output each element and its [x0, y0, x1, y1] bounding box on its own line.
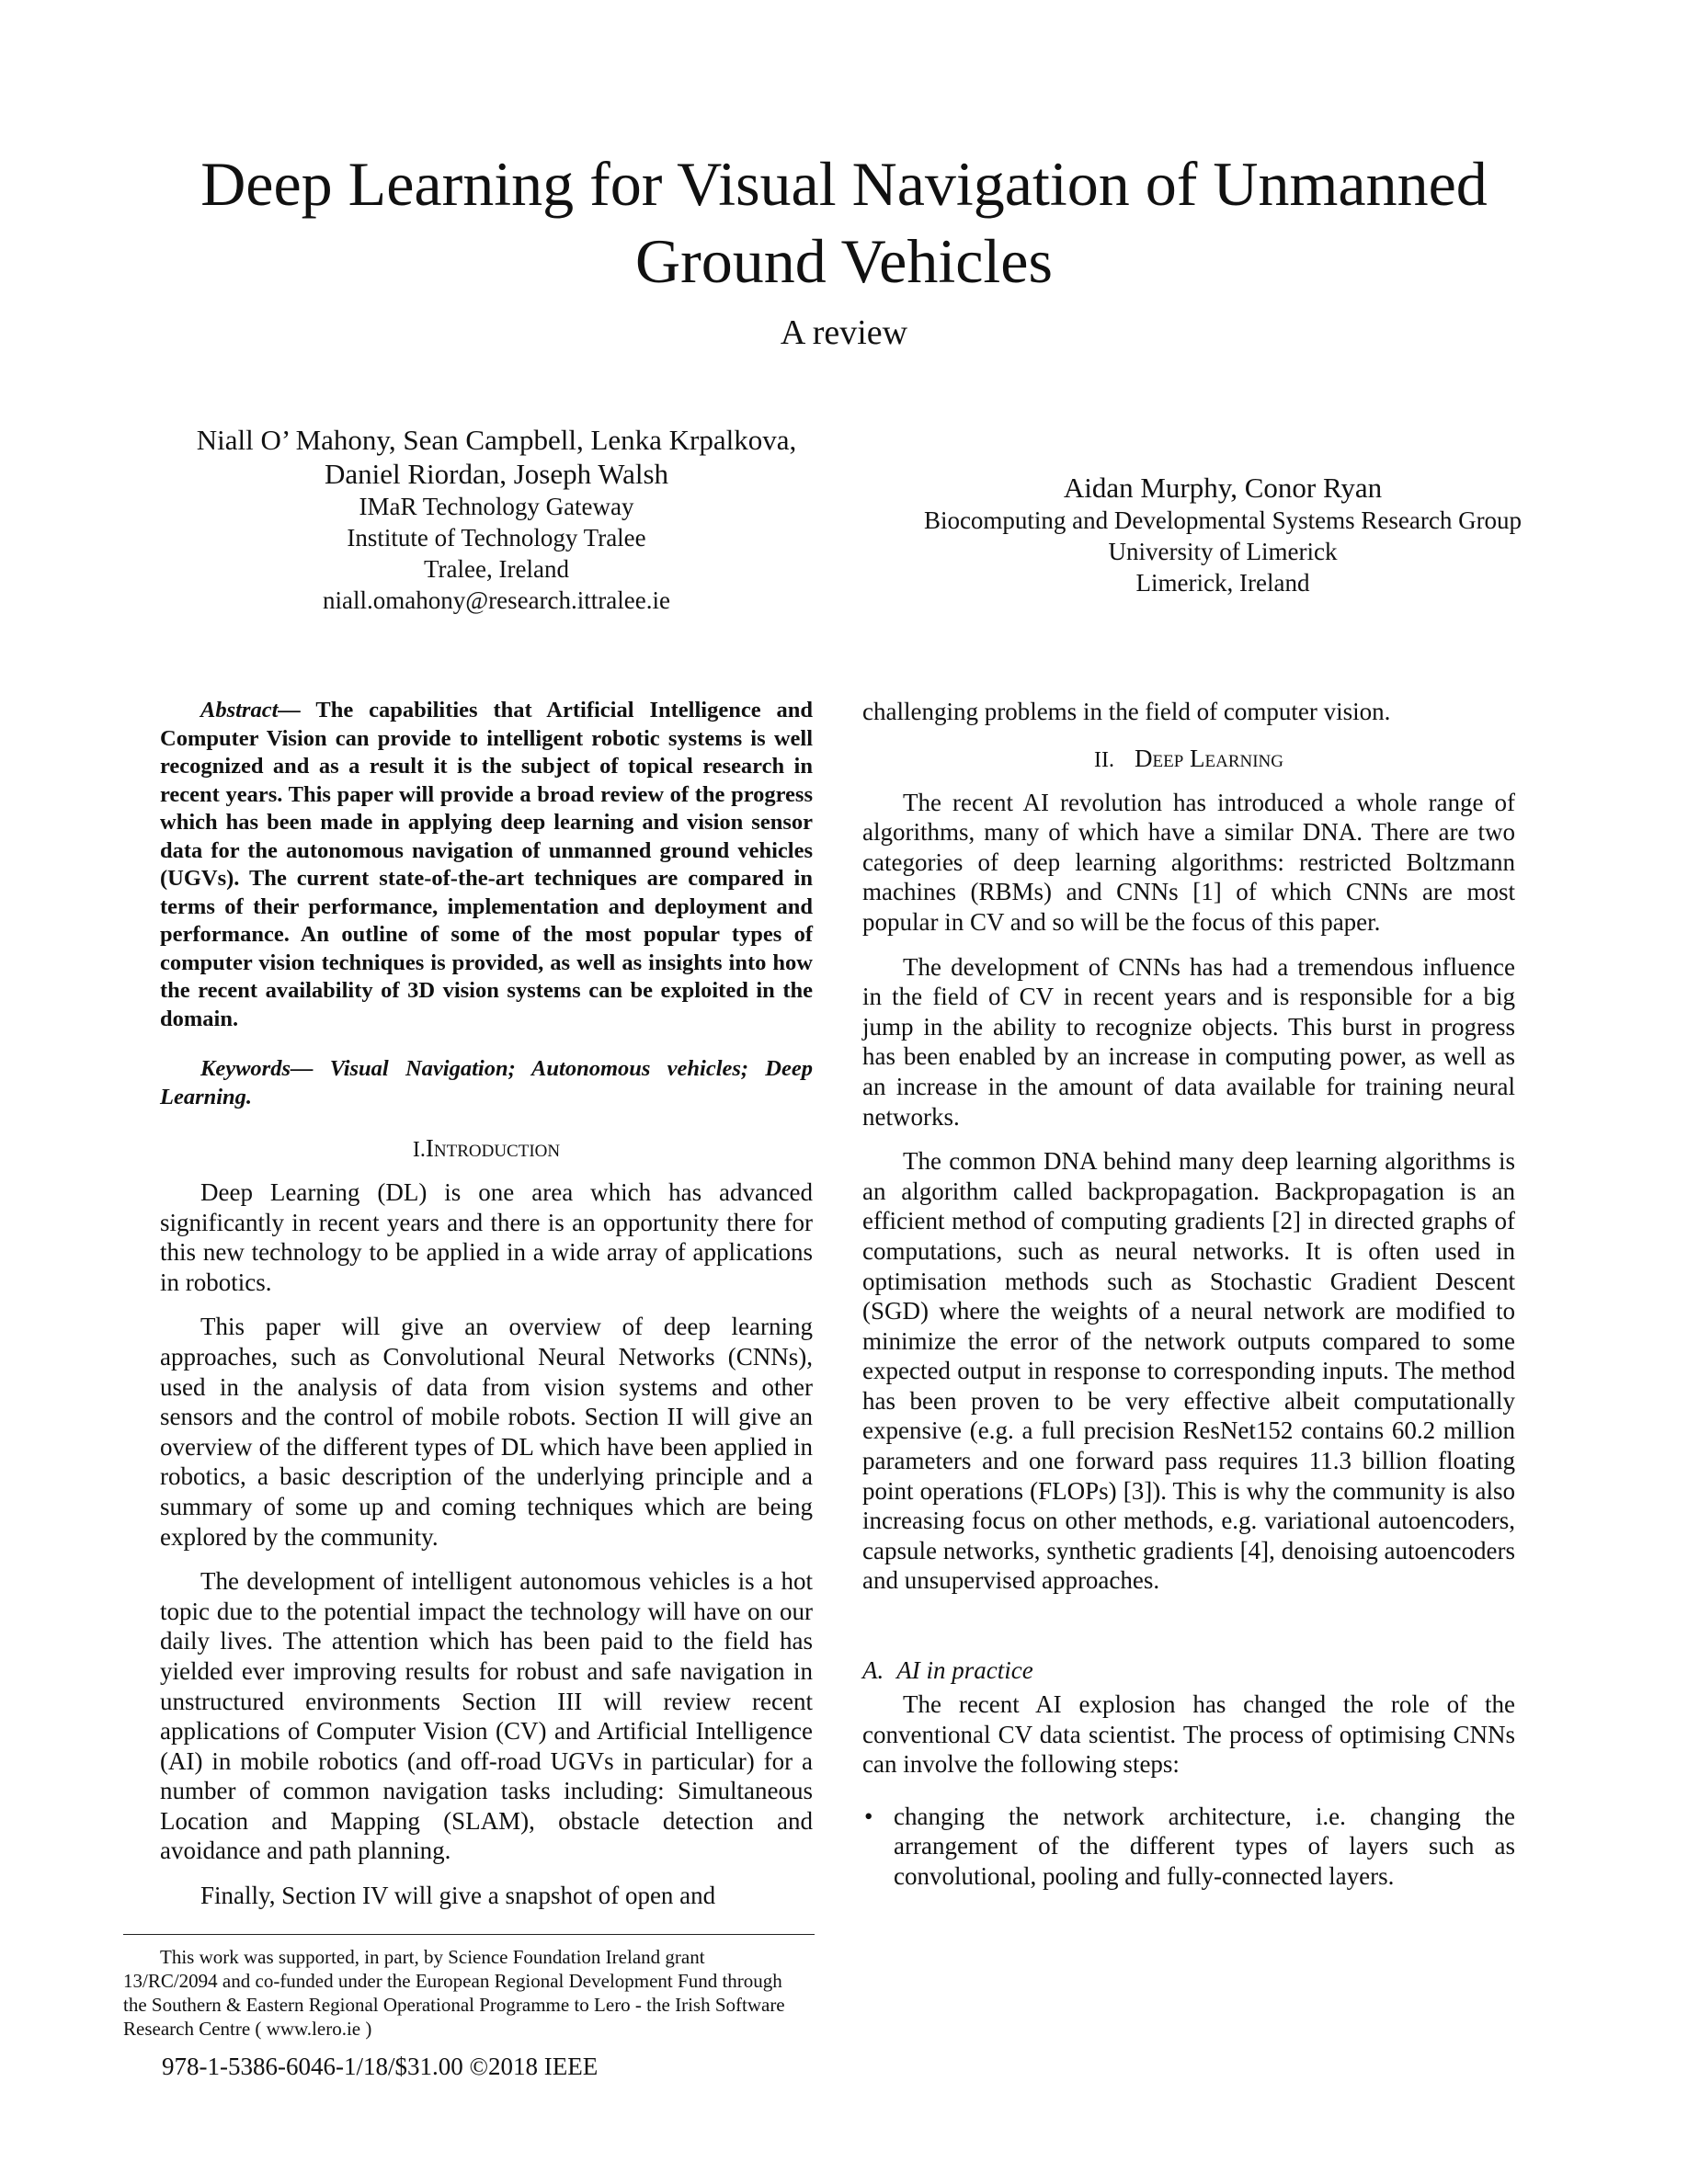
abstract-text: The capabilities that Artificial Intelligence and Computer Vision can provide to intelligent robotic systems is well recognized and as a result it is the subject of topical research in recent years. This paper will provide a broad review of the progress which has been made in applying deep learning and vision sensor data for the autonomous navigation of unmanned ground vehicles (UGVs). The current state-of-the-art techniques are compared in terms of their performance, implementation and deployment and performance. An outline of some of the most popular types of computer vision techniques is provided, as well as insights into how the recent availability of 3D vision systems can be exploited in the domain. [160, 698, 813, 1031]
paragraph: This paper will give an overview of deep learning approaches, such as Convolutional Neural Networks (CNNs), used in the analysis of data from vision systems and other sensors and the control of mobile robots. Section II will give an overview of the different types of DL which have been applied in robotics, a basic description of the underlying principle and a summary of some up and coming techniques which are being explored by the community. [160, 1313, 813, 1551]
author-names: Aidan Murphy, Conor Ryan [1063, 472, 1383, 504]
paragraph: The recent AI explosion has changed the role of the conventional CV data scientist. The process of optimising CNNs can involve the following steps: [862, 1690, 1515, 1779]
paragraph: Finally, Section IV will give a snapshot of open and [200, 1882, 716, 1910]
section-number: II. [1094, 747, 1114, 772]
section-heading [862, 744, 1515, 775]
list-item-text: changing the network architecture, i.e. changing the arrangement of the different types of layers such as convolutional, pooling and fully-connected layers. [894, 1802, 1515, 1890]
keywords [160, 1055, 813, 1111]
left-column [160, 697, 813, 1926]
affiliation: University of Limerick [1108, 538, 1338, 565]
affiliation: Biocomputing and Developmental Systems Research Group [923, 506, 1523, 534]
author-block-right [846, 471, 1600, 598]
bullet-icon: • [864, 1802, 873, 1830]
paragraph: The development of CNNs has had a tremendous influence in the field of CV in recent years and is responsible for a big jump in the ability to recognize objects. This burst in progress has been enabled by an increase in computing power, as well as an increase in the amount of data available for training neural networks. [862, 952, 1515, 1131]
paragraph: Deep Learning (DL) is one area which has advanced significantly in recent years and there is an opportunity there for this new technology to be applied in a wide array of applications in robotics. [160, 1178, 813, 1296]
paragraph-continuation: challenging problems in the field of computer vision. [862, 698, 1391, 725]
paper-subtitle: A review [780, 313, 908, 352]
paragraph: The development of intelligent autonomous vehicles is a hot topic due to the potential impact the technology will have on our daily lives. The attention which has been paid to the field has yielded ever improving results for robust and safe navigation in unstructured environments Section III will review recent applications of Computer Vision (CV) and Artificial Intelligence (AI) in mobile robotics (and off-road UGVs in particular) for a number of common navigation tasks including: Simultaneous Location and Mapping (SLAM), obstacle detection and avoidance and path planning. [160, 1567, 813, 1865]
author-block-left [83, 423, 910, 616]
abstract [160, 697, 813, 1033]
author-names: Niall O’ Mahony, Sean Campbell, Lenka Krpalkova, [196, 424, 797, 456]
abstract-label: Abstract— [200, 698, 301, 722]
affiliation: Institute of Technology Tralee [347, 524, 646, 552]
paper-title: Deep Learning for Visual Navigation of Unmanned Ground Vehicles [200, 149, 1488, 296]
section-title: Deep Learning [1134, 744, 1283, 772]
list-item [862, 1802, 1515, 1892]
affiliation: Limerick, Ireland [1135, 569, 1310, 597]
footnote-divider [123, 1934, 815, 1935]
section-number: I. [412, 1138, 426, 1162]
subsection-heading [862, 1655, 1515, 1686]
copyright-notice: 978-1-5386-6046-1/18/$31.00 ©2018 IEEE [162, 2053, 599, 2080]
keywords-text: Visual Navigation; Autonomous vehicles; Deep Learning. [160, 1056, 813, 1109]
author-names: Daniel Riordan, Joseph Walsh [324, 458, 669, 490]
section-heading [160, 1133, 813, 1165]
subsection-title: AI in practice [896, 1656, 1033, 1685]
bullet-list [862, 1802, 1515, 1892]
subsection-number: A. [862, 1656, 884, 1685]
affiliation: Tralee, Ireland [424, 555, 569, 583]
affiliation: IMaR Technology Gateway [359, 493, 634, 520]
section-title: Introduction [425, 1134, 561, 1162]
right-column [862, 697, 1515, 1892]
footnote: This work was supported, in part, by Science Foundation Ireland grant 13/RC/2094 and co-funded under the European Regional Development Fund through the Southern & Eastern Regional Operational Programme to Lero - the Irish Software Research Centre ( www.lero.ie ) [123, 1946, 785, 2040]
keywords-label: Keywords— [200, 1056, 314, 1081]
paragraph: The recent AI revolution has introduced a whole range of algorithms, many of which have a similar DNA. There are two categories of deep learning algorithms: restricted Boltzmann machines (RBMs) and CNNs [1] of which CNNs are most popular in CV and so will be the focus of this paper. [862, 788, 1515, 936]
author-email: niall.omahony@research.ittralee.ie [323, 586, 670, 614]
paragraph: The common DNA behind many deep learning algorithms is an algorithm called backpropagation. Backpropagation is an efficient method of computing gradients [2] in directed graphs of computations, such as neural networks. It is often used in optimisation methods such as Stochastic Gradient Descent (SGD) where the weights of a neural network are modified to minimize the error of the network outputs compared to some expected output in response to corresponding inputs. The method has been proven to be very effective albeit computationally expensive (e.g. a full precision ResNet152 contains 60.2 million parameters and one forward pass requires 11.3 billion floating point operations (FLOPs) [3]). This is why the community is also increasing focus on other methods, e.g. variational autoencoders, capsule networks, synthetic gradients [4], denoising autoencoders and unsupervised approaches. [862, 1147, 1515, 1595]
